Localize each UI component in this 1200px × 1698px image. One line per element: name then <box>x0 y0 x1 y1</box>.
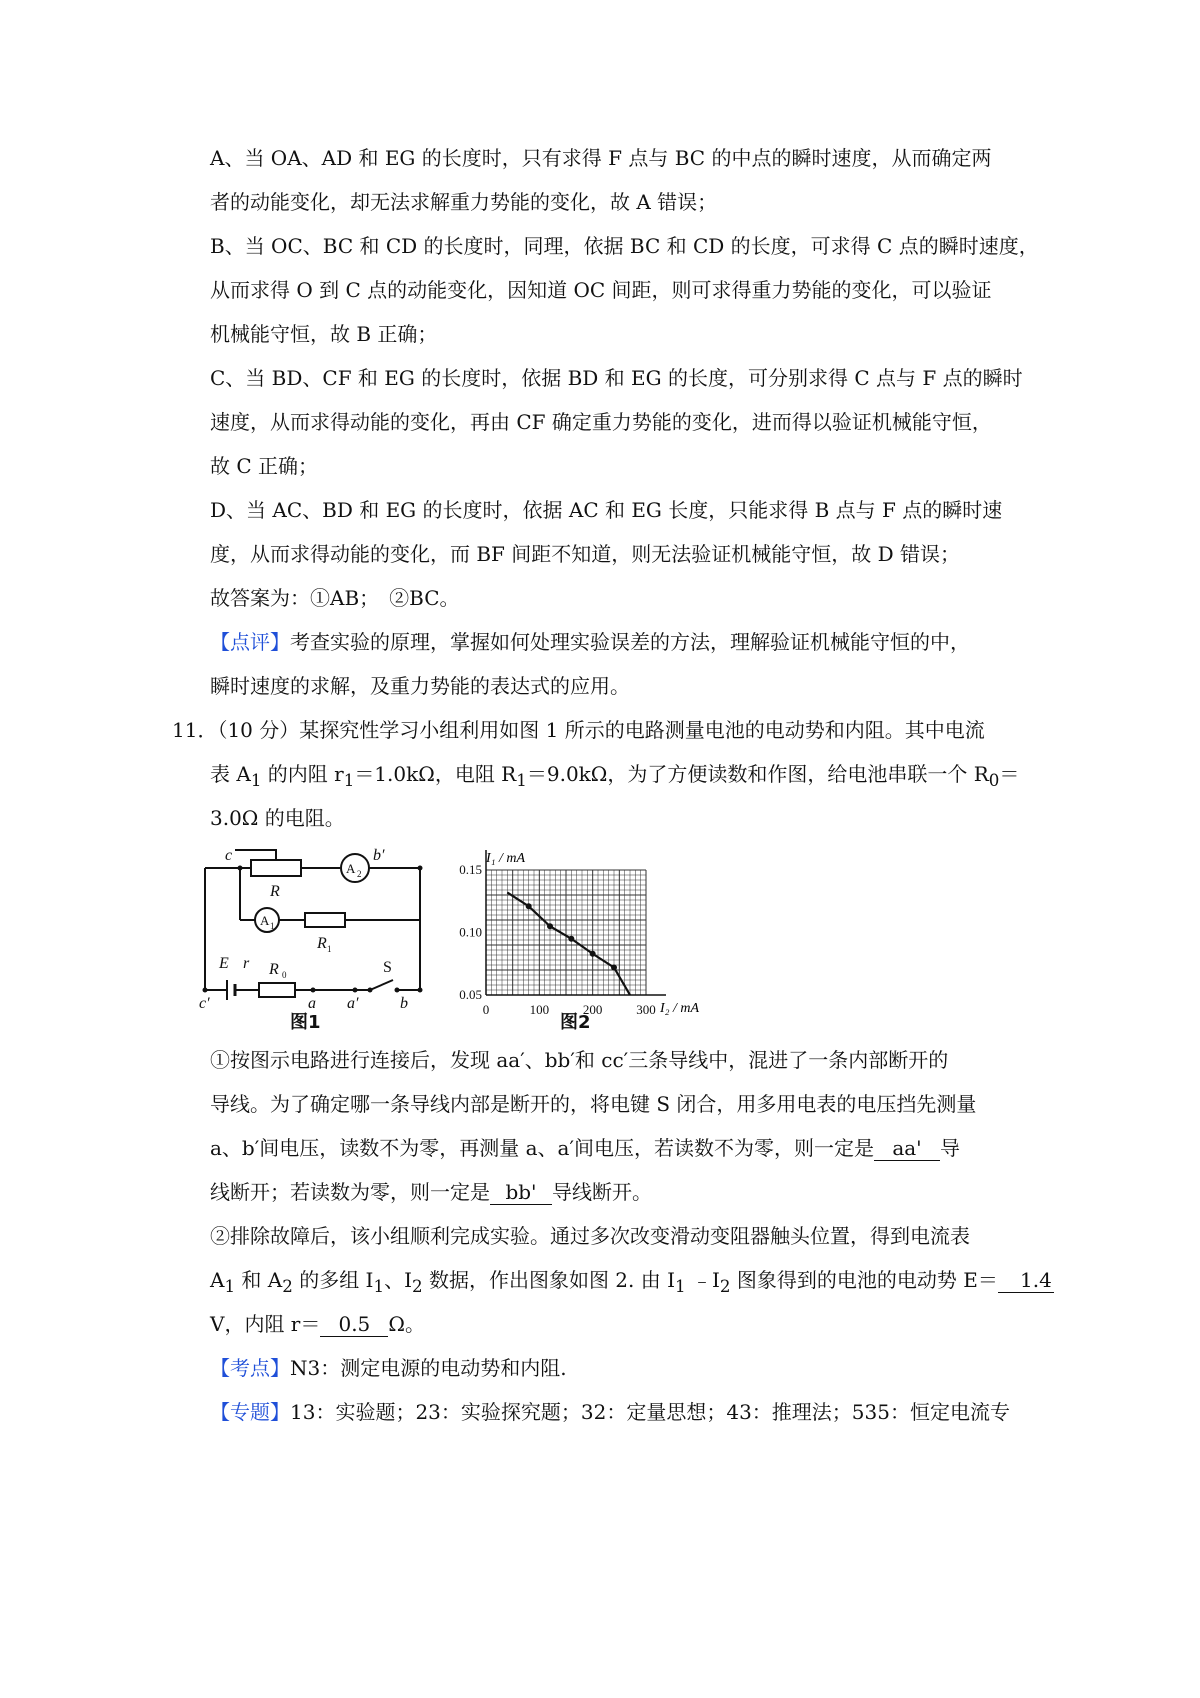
part1-line-2: 导线。为了确定哪一条导线内部是断开的，将电键 S 闭合，用多用电表的电压挡先测量 <box>210 1092 977 1116</box>
label-s: S <box>383 959 392 976</box>
text-line-d1: D、当 AC、BD 和 EG 的长度时，依据 AC 和 EG 长度，只能求得 B 点与 F 点的瞬时速 <box>210 498 1003 522</box>
text-line-b1: B、当 OC、BC 和 CD 的长度时，同理，依据 BC 和 CD 的长度，可求得 C 点的瞬时速度， <box>210 234 1039 258</box>
series-line <box>507 893 630 996</box>
text-line-d2: 度，从而求得动能的变化，而 BF 间距不知道，则无法验证机械能守恒，故 D 错误； <box>210 542 961 566</box>
question-11-line-3: 3.0Ω 的电阻。 <box>210 806 345 830</box>
chart-grid <box>486 870 646 995</box>
label-c: c <box>225 847 233 864</box>
text-line-c1: C、当 BD、CF 和 EG 的长度时，依据 BD 和 EG 的长度，可分别求得 C 点与 F 点的瞬时 <box>210 366 1023 390</box>
answer-blank-1: aa' <box>874 1136 940 1161</box>
chart-figure-2 <box>440 840 720 1015</box>
label-small-r: r <box>243 955 250 972</box>
chart-marks <box>507 893 630 996</box>
part1-line-3: a、b′间电压，读数不为零，再测量 a、a′间电压，若读数不为零，则一定是 aa' 导 <box>210 1136 961 1160</box>
data-point <box>547 923 553 929</box>
question-11-line-1: 11．（10 分）某探究性学习小组利用如图 1 所示的电路测量电池的电动势和内阻。其中电流 <box>172 718 985 742</box>
text-line-b3: 机械能守恒，故 B 正确； <box>210 322 438 346</box>
rheostat-slider <box>235 850 276 860</box>
label-a: a <box>308 995 316 1010</box>
label-b: b <box>400 995 408 1010</box>
label-c-prime: c′ <box>199 995 210 1010</box>
zhuanti-tag: 【专题】 <box>210 1400 290 1424</box>
resistor-r1 <box>305 913 345 927</box>
answer-blank-2: bb' <box>490 1180 552 1205</box>
question-11-line-2: 表 $A_1$ 的内阻 $r_1=1.0k\Omega$，电阻 $R_1=9.0k\Omega$，为了方便读数和作图，给电池串联一个 $R_0=$ <box>210 762 1020 790</box>
label-r1: R <box>317 935 327 952</box>
data-point <box>568 936 574 942</box>
chart-x-label: I₂ / mA <box>660 1001 700 1015</box>
label-b-prime: b′ <box>373 847 385 864</box>
answer-line: 故答案为：①AB； ②BC。 <box>210 586 460 610</box>
review-text-1: 考查实验的原理，掌握如何处理实验误差的方法，理解验证机械能守恒的中， <box>290 630 970 654</box>
figure-2-caption: 图2 <box>560 1012 591 1033</box>
text-line-c2: 速度，从而求得动能的变化，再由 CF 确定重力势能的变化，进而得以验证机械能守恒， <box>210 410 992 434</box>
label-a1: A <box>260 913 270 928</box>
x-tick-label: 200 <box>582 1002 603 1015</box>
kaodian-line: 【考点】N3：测定电源的电动势和内阻. <box>210 1356 567 1380</box>
label-e: E <box>219 955 229 972</box>
kaodian-tag: 【考点】 <box>210 1356 290 1380</box>
resistor-r0 <box>259 983 295 997</box>
svg-text:2: 2 <box>357 869 362 879</box>
label-a2: A <box>346 861 356 876</box>
data-point <box>611 965 617 971</box>
review-tag: 【点评】 <box>210 630 290 654</box>
answer-internal-resistance: 0.5 <box>320 1312 388 1337</box>
data-point <box>590 951 596 957</box>
text-line-c3: 故 C 正确； <box>210 454 319 478</box>
chart-y-label: I₁ / mA <box>486 851 526 866</box>
circuit-diagram <box>195 840 435 1010</box>
figure-1-caption: 图1 <box>290 1012 321 1033</box>
svg-text:0: 0 <box>282 970 287 980</box>
review-line-1 <box>210 628 970 656</box>
zhuanti-line: 【专题】13：实验题；23：实验探究题；32：定量思想；43：推理法；535：恒定电流专 <box>210 1400 1010 1424</box>
y-tick-label: 0.15 <box>459 862 482 877</box>
rheostat-r <box>251 860 301 876</box>
label-r0: R <box>269 961 279 978</box>
part2-line-3: V，内阻 r＝ 0.5 Ω。 <box>210 1312 425 1336</box>
switch-s <box>370 980 393 990</box>
part1-line-4: 线断开；若读数为零，则一定是 bb' 导线断开。 <box>210 1180 652 1204</box>
part2-line-2: $A_1$ 和 $A_2$ 的多组 $I_1$、$I_2$ 数据，作出图象如图 2. 由 $I_1$ $﹣I_2$ 图象得到的电池的电动势 E＝ 1.4 <box>210 1268 1052 1296</box>
x-tick-label: 0 <box>482 1002 490 1015</box>
text-line-a2: 者的动能变化，却无法求解重力势能的变化，故 A 错误； <box>210 190 718 214</box>
x-tick-label: 300 <box>636 1002 656 1015</box>
svg-text:1: 1 <box>327 944 332 954</box>
part2-line-1: ②排除故障后，该小组顺利完成实验。通过多次改变滑动变阻器触头位置，得到电流表 <box>210 1224 970 1248</box>
review-line-2: 瞬时速度的求解，及重力势能的表达式的应用。 <box>210 674 630 698</box>
y-tick-label: 0.05 <box>459 987 482 1002</box>
answer-emf: 1.4 <box>998 1268 1054 1293</box>
svg-text:1: 1 <box>270 921 275 931</box>
data-point <box>526 903 532 909</box>
y-tick-label: 0.10 <box>459 924 482 940</box>
label-a-prime: a′ <box>347 995 359 1010</box>
text-line-a1: A、当 OA、AD 和 EG 的长度时，只有求得 F 点与 BC 的中点的瞬时速度，从而确定两 <box>210 146 992 170</box>
label-r: R <box>270 883 280 900</box>
x-tick-label: 100 <box>529 1002 550 1015</box>
part1-line-1: ①按图示电路进行连接后，发现 aa′、bb′和 cc′三条导线中，混进了一条内部断开的 <box>210 1048 949 1072</box>
text-line-b2: 从而求得 O 到 C 点的动能变化，因知道 OC 间距，则可求得重力势能的变化，可以验证 <box>210 278 992 302</box>
